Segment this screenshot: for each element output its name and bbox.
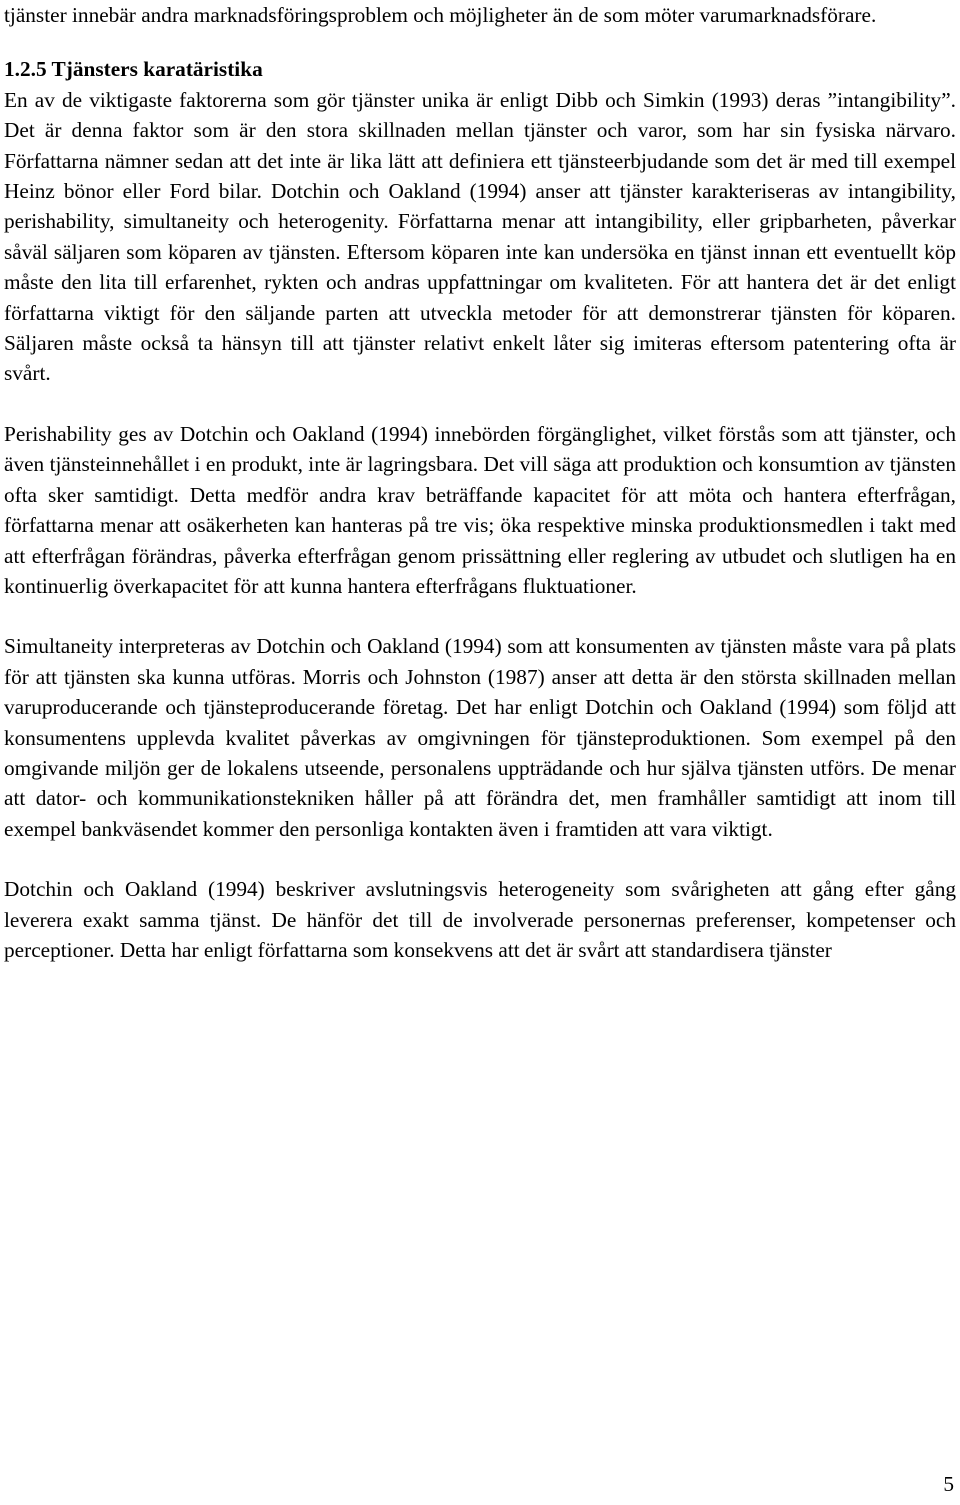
body-paragraph-intangibility: En av de viktigaste faktorerna som gör tjänster unika är enligt Dibb och Simkin (1993) deras ”intangibility”. Det är denna faktor som är den stora skillnaden mellan tjänster och varor, som har sin fysiska närvaro. Författarna nämner sedan att det inte är lika lätt att definiera ett tjänsteerbjudande som det är med till exempel Heinz bönor eller Ford bilar. Dotchin och Oakland (1994) anser att tjänster karakteriseras av intangibility, perishability, simultaneity och heterogenity. Författarna menar att intangibility, eller gripbarheten, påverkar såväl säljaren som köparen av tjänsten. Eftersom köparen inte kan undersöka en tjänst innan ett eventuellt köp måste den lita till erfarenhet, rykten och andras uppfattningar om kvaliteten. För att hantera det är det enligt författarna viktigt för den säljande parten att utveckla metoder för att demonstrerar tjänsten för köparen. Säljaren måste också ta hänsyn till att tjänster relativt enkelt låter sig imiteras eftersom patentering ofta är svårt. xyxy=(4,87,956,386)
intro-paragraph: tjänster innebär andra marknadsföringsproblem och möjligheter än de som möter varumarknadsförare. xyxy=(4,3,877,27)
body-paragraph-heterogeneity: Dotchin och Oakland (1994) beskriver avslutningsvis heterogeneity som svårigheten att gång efter gång leverera exakt samma tjänst. De hänför det till de involverade personernas preferenser, kompetenser och perceptioner. Detta har enligt författarna som konsekvens att det är svårt att standardisera tjänster xyxy=(4,877,956,962)
body-paragraph-simultaneity: Simultaneity interpreteras av Dotchin och Oakland (1994) som att konsumenten av tjänsten måste vara på plats för att tjänsten ska kunna utföras. Morris och Johnston (1987) anser att detta är den största skillnaden mellan varuproducerande och tjänsteproducerande företag. Det har enligt Dotchin och Oakland (1994) som följd att konsumentens upplevda kvalitet påverkas av omgivningen för tjänsteproduktionen. Som exempel på den omgivande miljön ger de lokalens utseende, personalens uppträdande och hur själva tjänsten utförs. De menar att dator- och kommunikationstekniken håller på att förändra det, men framhåller samtidigt att inom till exempel bankväsendet kommer den personliga kontakten även i framtiden att vara viktigt. xyxy=(4,634,956,841)
body-paragraph-perishability: Perishability ges av Dotchin och Oakland (1994) innebörden förgänglighet, vilket förstås som att tjänster, och även tjänsteinnehållet i en produkt, inte är lagringsbara. Det vill säga att produktion och konsumtion av tjänsten ofta sker samtidigt. Detta medför andra krav beträffande kapacitet för att möta och hantera efterfrågan, författarna menar att osäkerheten kan hanteras på tre vis; öka respektive minska produktionsmedlen i takt med att efterfrågan förändras, påverka efterfrågan genom prissättning eller reglering av utbudet och slutligen ha en kontinuerlig överkapacitet för att kunna hantera efterfrågans fluktuationer. xyxy=(4,421,956,598)
section-heading: 1.2.5 Tjänsters karatäristika xyxy=(4,57,263,82)
page-number: 5 xyxy=(943,1472,954,1496)
document-page xyxy=(4,0,956,965)
